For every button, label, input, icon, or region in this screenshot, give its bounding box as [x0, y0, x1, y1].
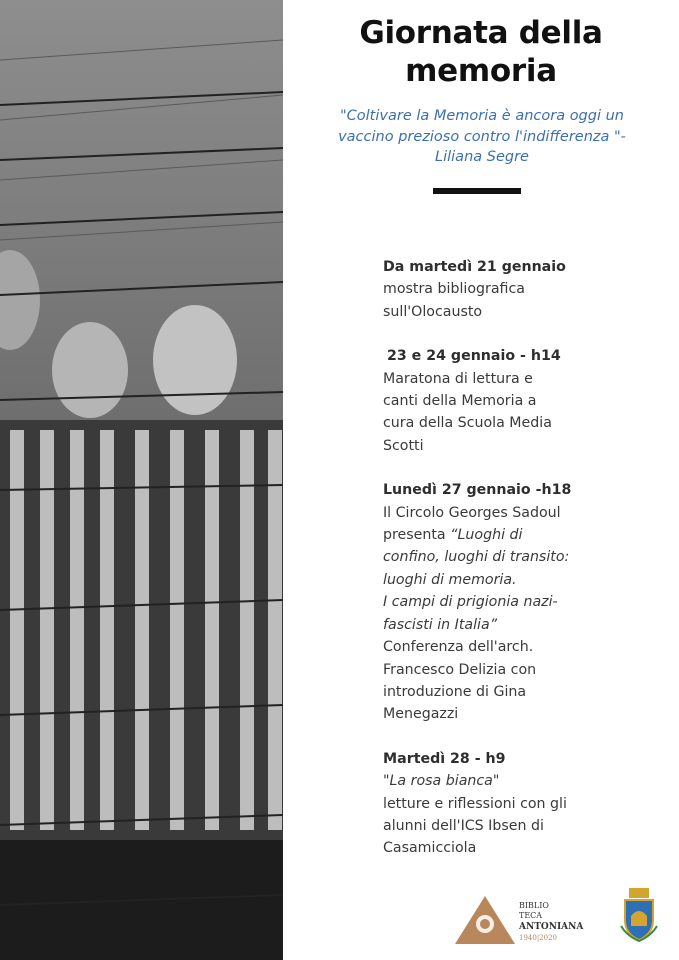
event-line: Casamicciola — [383, 840, 477, 857]
event-heading: Martedì 28 - h9 — [383, 750, 506, 767]
event-heading: Lunedì 27 gennaio -h18 — [383, 482, 572, 499]
municipality-crest-icon — [619, 886, 659, 942]
conference-title-line: I campi di prigionia nazi- — [383, 594, 558, 611]
biblio-text-3: ANTONIANA — [519, 922, 584, 932]
biblio-text-4: 1940|2020 — [519, 934, 557, 942]
event-line: Scotti — [383, 437, 424, 454]
conference-title-line: fascisti in Italia” — [383, 616, 498, 633]
event-line — [383, 524, 679, 546]
event-line: mostra bibliografica — [383, 281, 525, 298]
event-line: Maratona di lettura e — [383, 370, 533, 387]
biblio-text-1: BIBLIO — [519, 901, 549, 910]
liliana-segre-quote: "Coltivare la Memoria è ancora oggi un vaccino prezioso contro l'indifferenza "- Liliana Segre — [338, 108, 626, 165]
event-line: Il Circolo Georges Sadoul — [383, 504, 561, 521]
event-line: sull'Olocausto — [383, 303, 483, 320]
event-line: Francesco Delizia con — [383, 661, 537, 678]
event-1 — [383, 256, 679, 323]
event-3 — [383, 479, 679, 725]
biblioteca-antoniana-logo — [455, 894, 585, 946]
quote-mark: " — [492, 773, 500, 790]
poster-title: Giornata della memoria — [359, 15, 603, 89]
event-line: Menegazzi — [383, 706, 459, 723]
event-line: alunni dell'ICS Ibsen di — [383, 817, 544, 834]
logos-row — [283, 880, 679, 950]
holocaust-photo — [0, 0, 283, 960]
event-line: cura della Scuola Media — [383, 415, 552, 432]
event-line: letture e riflessioni con gli — [383, 795, 567, 812]
event-line — [383, 770, 679, 792]
conference-title-line: luoghi di memoria. — [383, 571, 517, 588]
event-4 — [383, 748, 679, 860]
conference-title: “Luoghi di — [450, 527, 523, 544]
quote-mark: " — [383, 773, 390, 790]
event-2 — [383, 345, 679, 457]
rosa-bianca-title: La rosa bianca — [389, 773, 493, 790]
conference-title-line: confino, luoghi di transito: — [383, 549, 570, 566]
poster-text-panel — [283, 0, 679, 960]
events-list — [383, 256, 679, 882]
event-heading: Da martedì 21 gennaio — [383, 259, 566, 275]
biblio-text-2: TECA — [519, 911, 543, 920]
event-line: introduzione di Gina — [383, 683, 527, 700]
event-heading: 23 e 24 gennaio - h14 — [387, 348, 561, 365]
event-line: canti della Memoria a — [383, 393, 537, 410]
divider — [433, 188, 521, 194]
presenta-text: presenta — [383, 527, 451, 544]
event-line: Conferenza dell'arch. — [383, 639, 534, 656]
